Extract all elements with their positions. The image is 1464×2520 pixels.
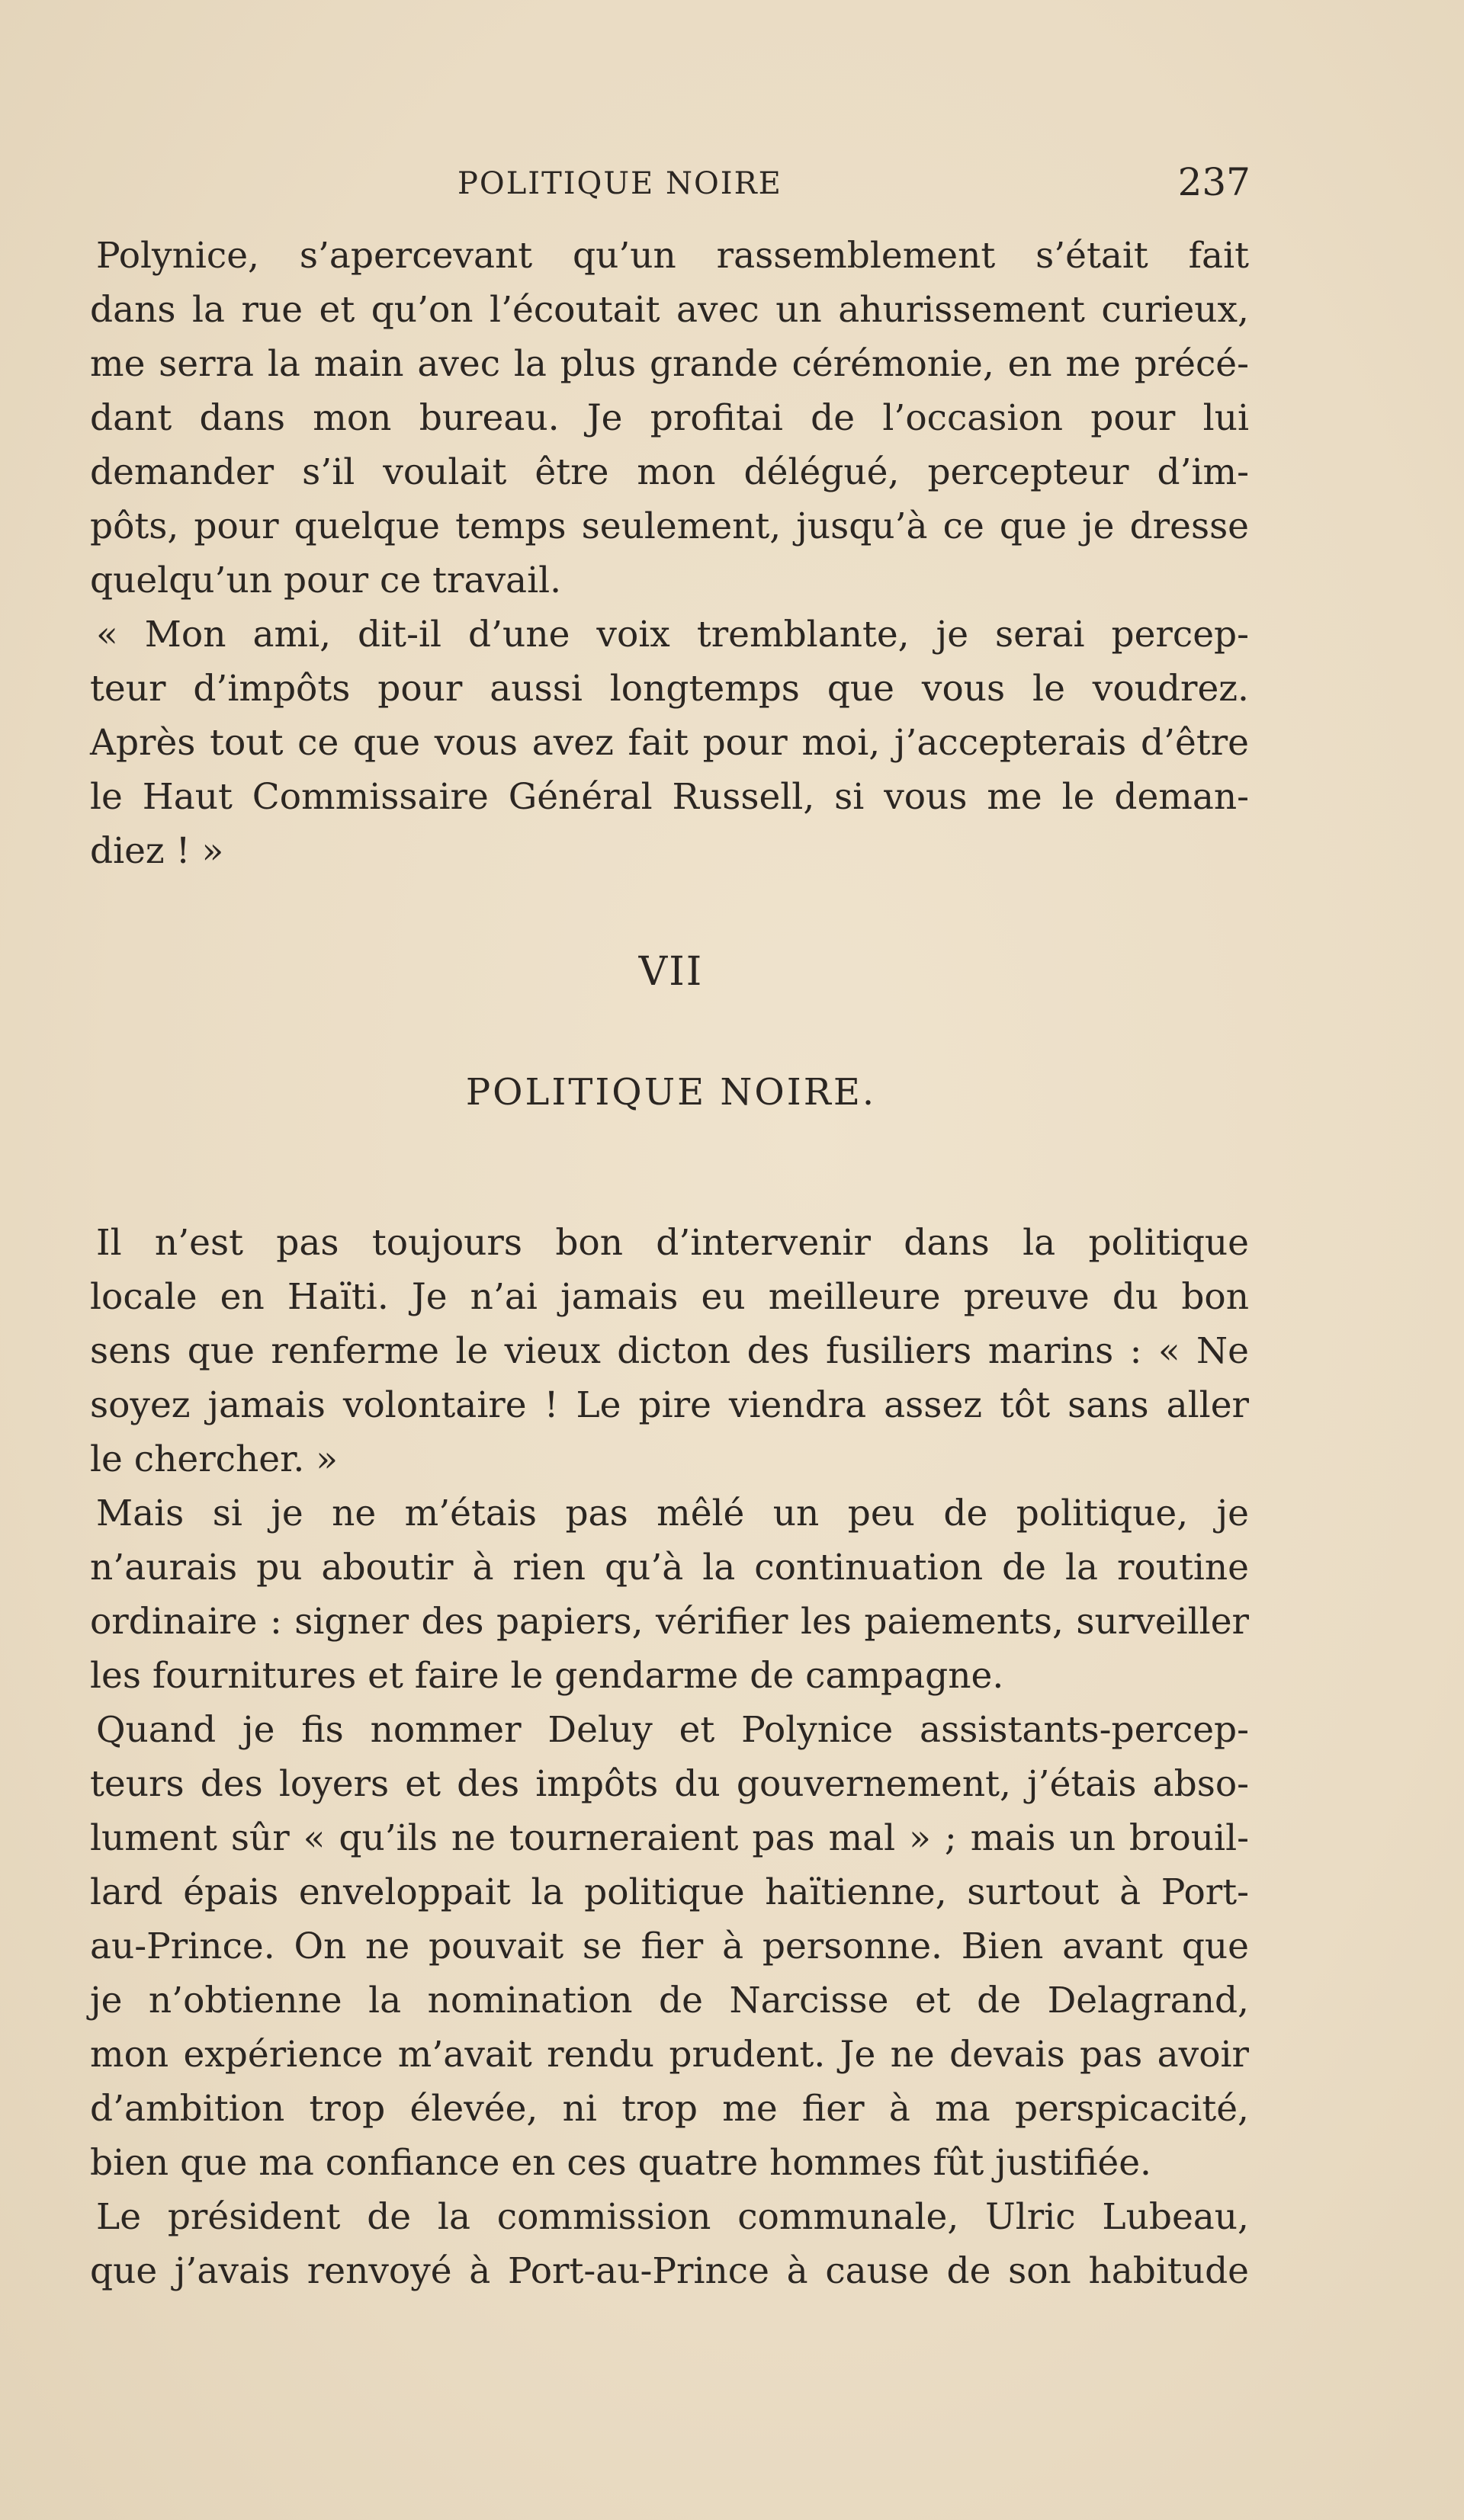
text-line: d’ambition trop élevée, ni trop me fier à ma perspicacité, — [90, 2088, 1249, 2130]
text-line: Le président de la commission communale, Ulric Lubeau, — [96, 2196, 1249, 2238]
text-line: Polynice, s’apercevant qu’un rassemblement s’était fait — [96, 235, 1249, 277]
text-line: je n’obtienne la nomination de Narcisse et de Delagrand, — [90, 1980, 1249, 2021]
text-block-top — [90, 229, 1249, 878]
text-line: diez ! » — [90, 830, 224, 872]
running-head — [458, 160, 1250, 212]
text-block-bottom — [90, 1216, 1249, 2298]
text-line: Quand je fis nommer Deluy et Polynice assistants-percep- — [96, 1709, 1249, 1751]
text-line: lard épais enveloppait la politique haïtienne, surtout à Port- — [90, 1871, 1249, 1913]
text-line: mon expérience m’avait rendu prudent. Je ne devais pas avoir — [90, 2034, 1249, 2076]
text-line: lument sûr « qu’ils ne tourneraient pas mal » ; mais un brouil- — [90, 1817, 1249, 1859]
text-line: teur d’impôts pour aussi longtemps que vous le voudrez. — [90, 668, 1249, 710]
text-line: bien que ma confiance en ces quatre hommes fût justifiée. — [90, 2142, 1151, 2184]
text-line: sens que renferme le vieux dicton des fusiliers marins : « Ne — [90, 1330, 1249, 1372]
text-line: que j’avais renvoyé à Port-au-Prince à cause de son habitude — [90, 2250, 1249, 2292]
text-line: pôts, pour quelque temps seulement, jusqu’à ce que je dresse — [90, 505, 1249, 547]
text-line: « Mon ami, dit-il d’une voix tremblante, je serai percep- — [96, 614, 1249, 656]
text-line: le Haut Commissaire Général Russell, si vous me le deman- — [90, 776, 1249, 818]
text-line: dant dans mon bureau. Je profitai de l’occasion pour lui — [90, 397, 1249, 439]
text-line: le chercher. » — [90, 1438, 339, 1480]
text-line: les fournitures et faire le gendarme de campagne. — [90, 1655, 1004, 1697]
text-line: ordinaire : signer des papiers, vérifier les paiements, surveiller — [90, 1601, 1249, 1643]
text-line: demander s’il voulait être mon délégué, percepteur d’im- — [90, 451, 1249, 493]
text-line: n’aurais pu aboutir à rien qu’à la continuation de la routine — [90, 1547, 1249, 1589]
text-line: Après tout ce que vous avez fait pour moi, j’accepterais d’être — [90, 722, 1249, 764]
text-line: Il n’est pas toujours bon d’intervenir dans la politique — [96, 1222, 1249, 1264]
chapter-title: POLITIQUE NOIRE. — [465, 1071, 877, 1114]
running-title: POLITIQUE NOIRE — [458, 166, 782, 201]
text-line: locale en Haïti. Je n’ai jamais eu meilleure preuve du bon — [90, 1276, 1249, 1318]
text-line: Mais si je ne m’étais pas mêlé un peu de politique, je — [96, 1492, 1249, 1534]
page-number: 237 — [1177, 160, 1250, 204]
text-line: quelqu’un pour ce travail. — [90, 559, 562, 601]
text-line: soyez jamais volontaire ! Le pire viendra assez tôt sans aller — [90, 1384, 1249, 1426]
text-line: au-Prince. On ne pouvait se fier à personne. Bien avant que — [90, 1925, 1249, 1967]
text-line: me serra la main avec la plus grande cérémonie, en me précé- — [90, 343, 1249, 385]
text-line: teurs des loyers et des impôts du gouvernement, j’étais abso- — [90, 1763, 1249, 1805]
chapter-number: VII — [638, 949, 704, 995]
text-line: dans la rue et qu’on l’écoutait avec un ahurissement curieux, — [90, 289, 1249, 331]
